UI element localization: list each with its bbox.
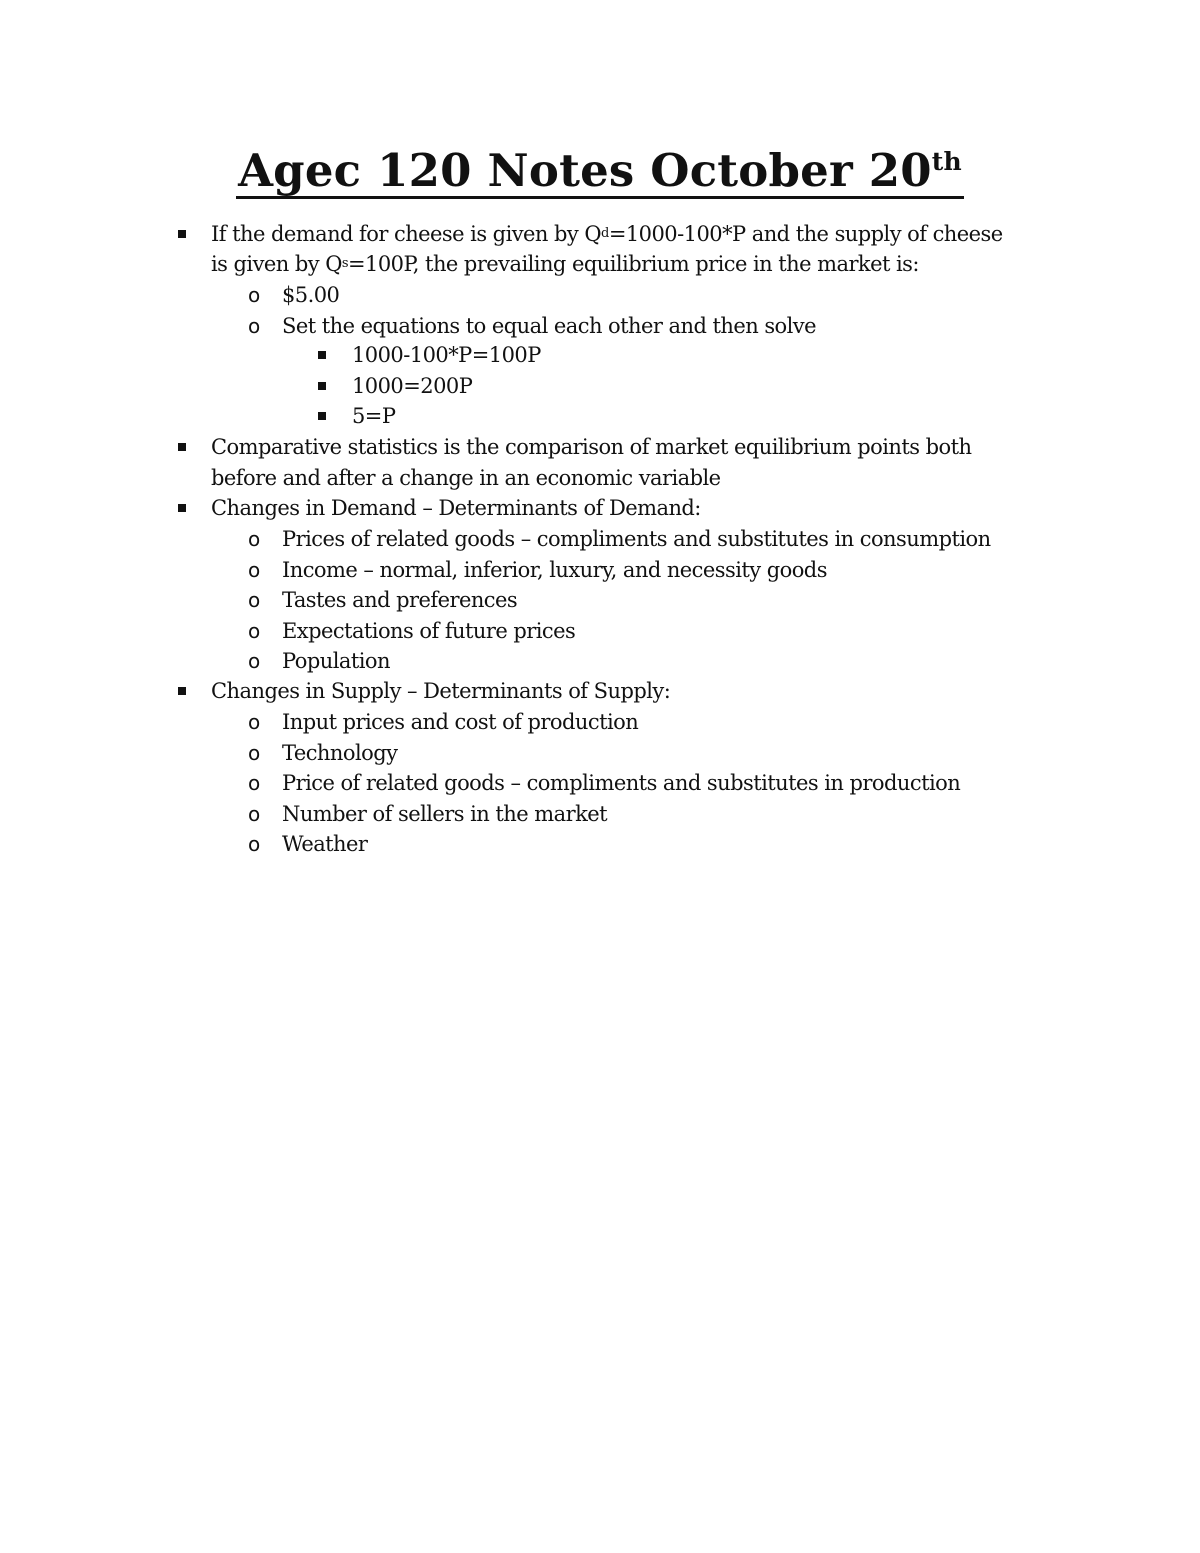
list-item-demand-question-line-1: If the demand for cheese is given by Q d =1000-100*P and the supply of cheese xyxy=(211,221,1003,246)
list-item-equation-2: 1000=200P xyxy=(352,373,473,398)
square-bullet-icon xyxy=(178,443,186,451)
open-circle-bullet-icon: o xyxy=(248,710,261,734)
square-bullet-icon xyxy=(318,412,326,420)
square-bullet-icon xyxy=(318,351,326,359)
open-circle-bullet-icon: o xyxy=(248,283,261,307)
list-item-demand-expectations: Expectations of future prices xyxy=(282,618,576,643)
open-circle-bullet-icon: o xyxy=(248,832,261,856)
list-item-comparative-line-1: Comparative statistics is the comparison of market equilibrium points both xyxy=(211,434,972,459)
square-bullet-icon xyxy=(178,504,186,512)
list-item-supply-input-prices: Input prices and cost of production xyxy=(282,709,639,734)
supply-question-suffix: =100P, the prevailing equilibrium price in the market is: xyxy=(348,251,919,276)
open-circle-bullet-icon: o xyxy=(248,741,261,765)
list-item-equation-3: 5=P xyxy=(352,403,396,428)
list-item-answer: $5.00 xyxy=(282,282,340,307)
list-item-demand-question-line-2: is given by Q s =100P, the prevailing equilibrium price in the market is: xyxy=(211,251,919,276)
square-bullet-icon xyxy=(178,230,186,238)
list-item-supply-number-of-sellers: Number of sellers in the market xyxy=(282,801,608,826)
list-item-equation-1: 1000-100*P=100P xyxy=(352,342,541,367)
list-item-demand-income: Income – normal, inferior, luxury, and necessity goods xyxy=(282,557,827,582)
title-main: Agec 120 Notes October 20 xyxy=(238,144,932,197)
list-item-supply-related-goods: Price of related goods – compliments and substitutes in production xyxy=(282,770,961,795)
open-circle-bullet-icon: o xyxy=(248,649,261,673)
list-item-supply-weather: Weather xyxy=(282,831,368,856)
list-item-supply-heading: Changes in Supply – Determinants of Supply: xyxy=(211,678,671,703)
open-circle-bullet-icon: o xyxy=(248,314,261,338)
supply-question-prefix: is given by Q xyxy=(211,251,342,276)
title-text xyxy=(236,146,964,199)
open-circle-bullet-icon: o xyxy=(248,588,261,612)
list-item-demand-population: Population xyxy=(282,648,390,673)
open-circle-bullet-icon: o xyxy=(248,771,261,795)
list-item-demand-heading: Changes in Demand – Determinants of Demand: xyxy=(211,495,701,520)
square-bullet-icon xyxy=(178,687,186,695)
list-item-solve-instruction: Set the equations to equal each other and then solve xyxy=(282,313,816,338)
list-item-demand-tastes: Tastes and preferences xyxy=(282,587,518,612)
open-circle-bullet-icon: o xyxy=(248,558,261,582)
list-item-demand-related-goods: Prices of related goods – compliments and substitutes in consumption xyxy=(282,526,991,551)
title-superscript: th xyxy=(931,147,962,176)
open-circle-bullet-icon: o xyxy=(248,527,261,551)
page-title xyxy=(0,140,1200,202)
square-bullet-icon xyxy=(318,382,326,390)
list-item-comparative-line-2: before and after a change in an economic variable xyxy=(211,465,721,490)
open-circle-bullet-icon: o xyxy=(248,619,261,643)
list-item-supply-technology: Technology xyxy=(282,740,398,765)
demand-question-prefix: If the demand for cheese is given by Q xyxy=(211,221,602,246)
open-circle-bullet-icon: o xyxy=(248,802,261,826)
demand-question-suffix: =1000-100*P and the supply of cheese xyxy=(608,221,1003,246)
